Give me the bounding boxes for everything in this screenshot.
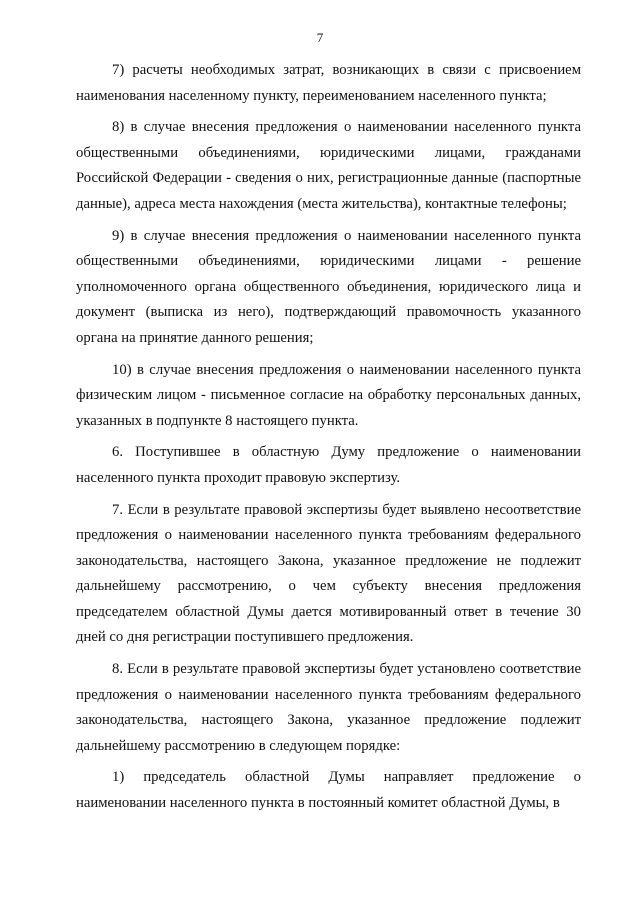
clause-8-subitem-1: 1) председатель областной Думы направляет предложение о наименовании населенного пункта в постоянный комитет областной Думы, в [76, 769, 581, 812]
list-item-8-applicant-info: 8) в случае внесения предложения о наименовании населенного пункта общественными объединениями, юридическими лицами, гражданами Российской Федерации - сведения о них, регистрационные данные (паспортные данные), адреса места нахождения (места жительства), контактные телефоны; [76, 119, 581, 212]
list-item-9-authority-decision: 9) в случае внесения предложения о наименовании населенного пункта общественными объединениями, юридическими лицами - решение уполномоченного органа общественного объединения, юридического лица и документ (выписка из него), подтверждающий правомочность указанного органа на принятие данного решения; [76, 227, 581, 346]
list-item-7-cost-estimates: 7) расчеты необходимых затрат, возникающих в связи с присвоением наименования населенному пункту, переименованием населенного пункта; [76, 62, 581, 104]
clause-8-conformity: 8. Если в результате правовой экспертизы будет установлено соответствие предложения о наименовании населенного пункта требованиям федерального законодательства, настоящего Закона, указанное предложение подлежит дальнейшему рассмотрению в следующем порядке: [76, 661, 581, 754]
document-body [76, 58, 581, 823]
list-item-10-personal-data-consent: 10) в случае внесения предложения о наименовании населенного пункта физическим лицом - письменное согласие на обработку персональных данных, указанных в подпункте 8 настоящего пункта. [76, 361, 581, 429]
clause-6-legal-review: 6. Поступившее в областную Думу предложение о наименовании населенного пункта проходит правовую экспертизу. [76, 444, 581, 486]
clause-7-nonconformity: 7. Если в результате правовой экспертизы будет выявлено несоответствие предложения о наименовании населенного пункта требованиям федерального законодательства, настоящего Закона, указанное предложение не подлежит дальнейшему рассмотрению, о чем субъекту внесения предложения председателем областной Думы дается мотивированный ответ в течение 30 дней со дня регистрации поступившего предложения. [76, 501, 581, 646]
page-number: 7 [316, 30, 324, 45]
